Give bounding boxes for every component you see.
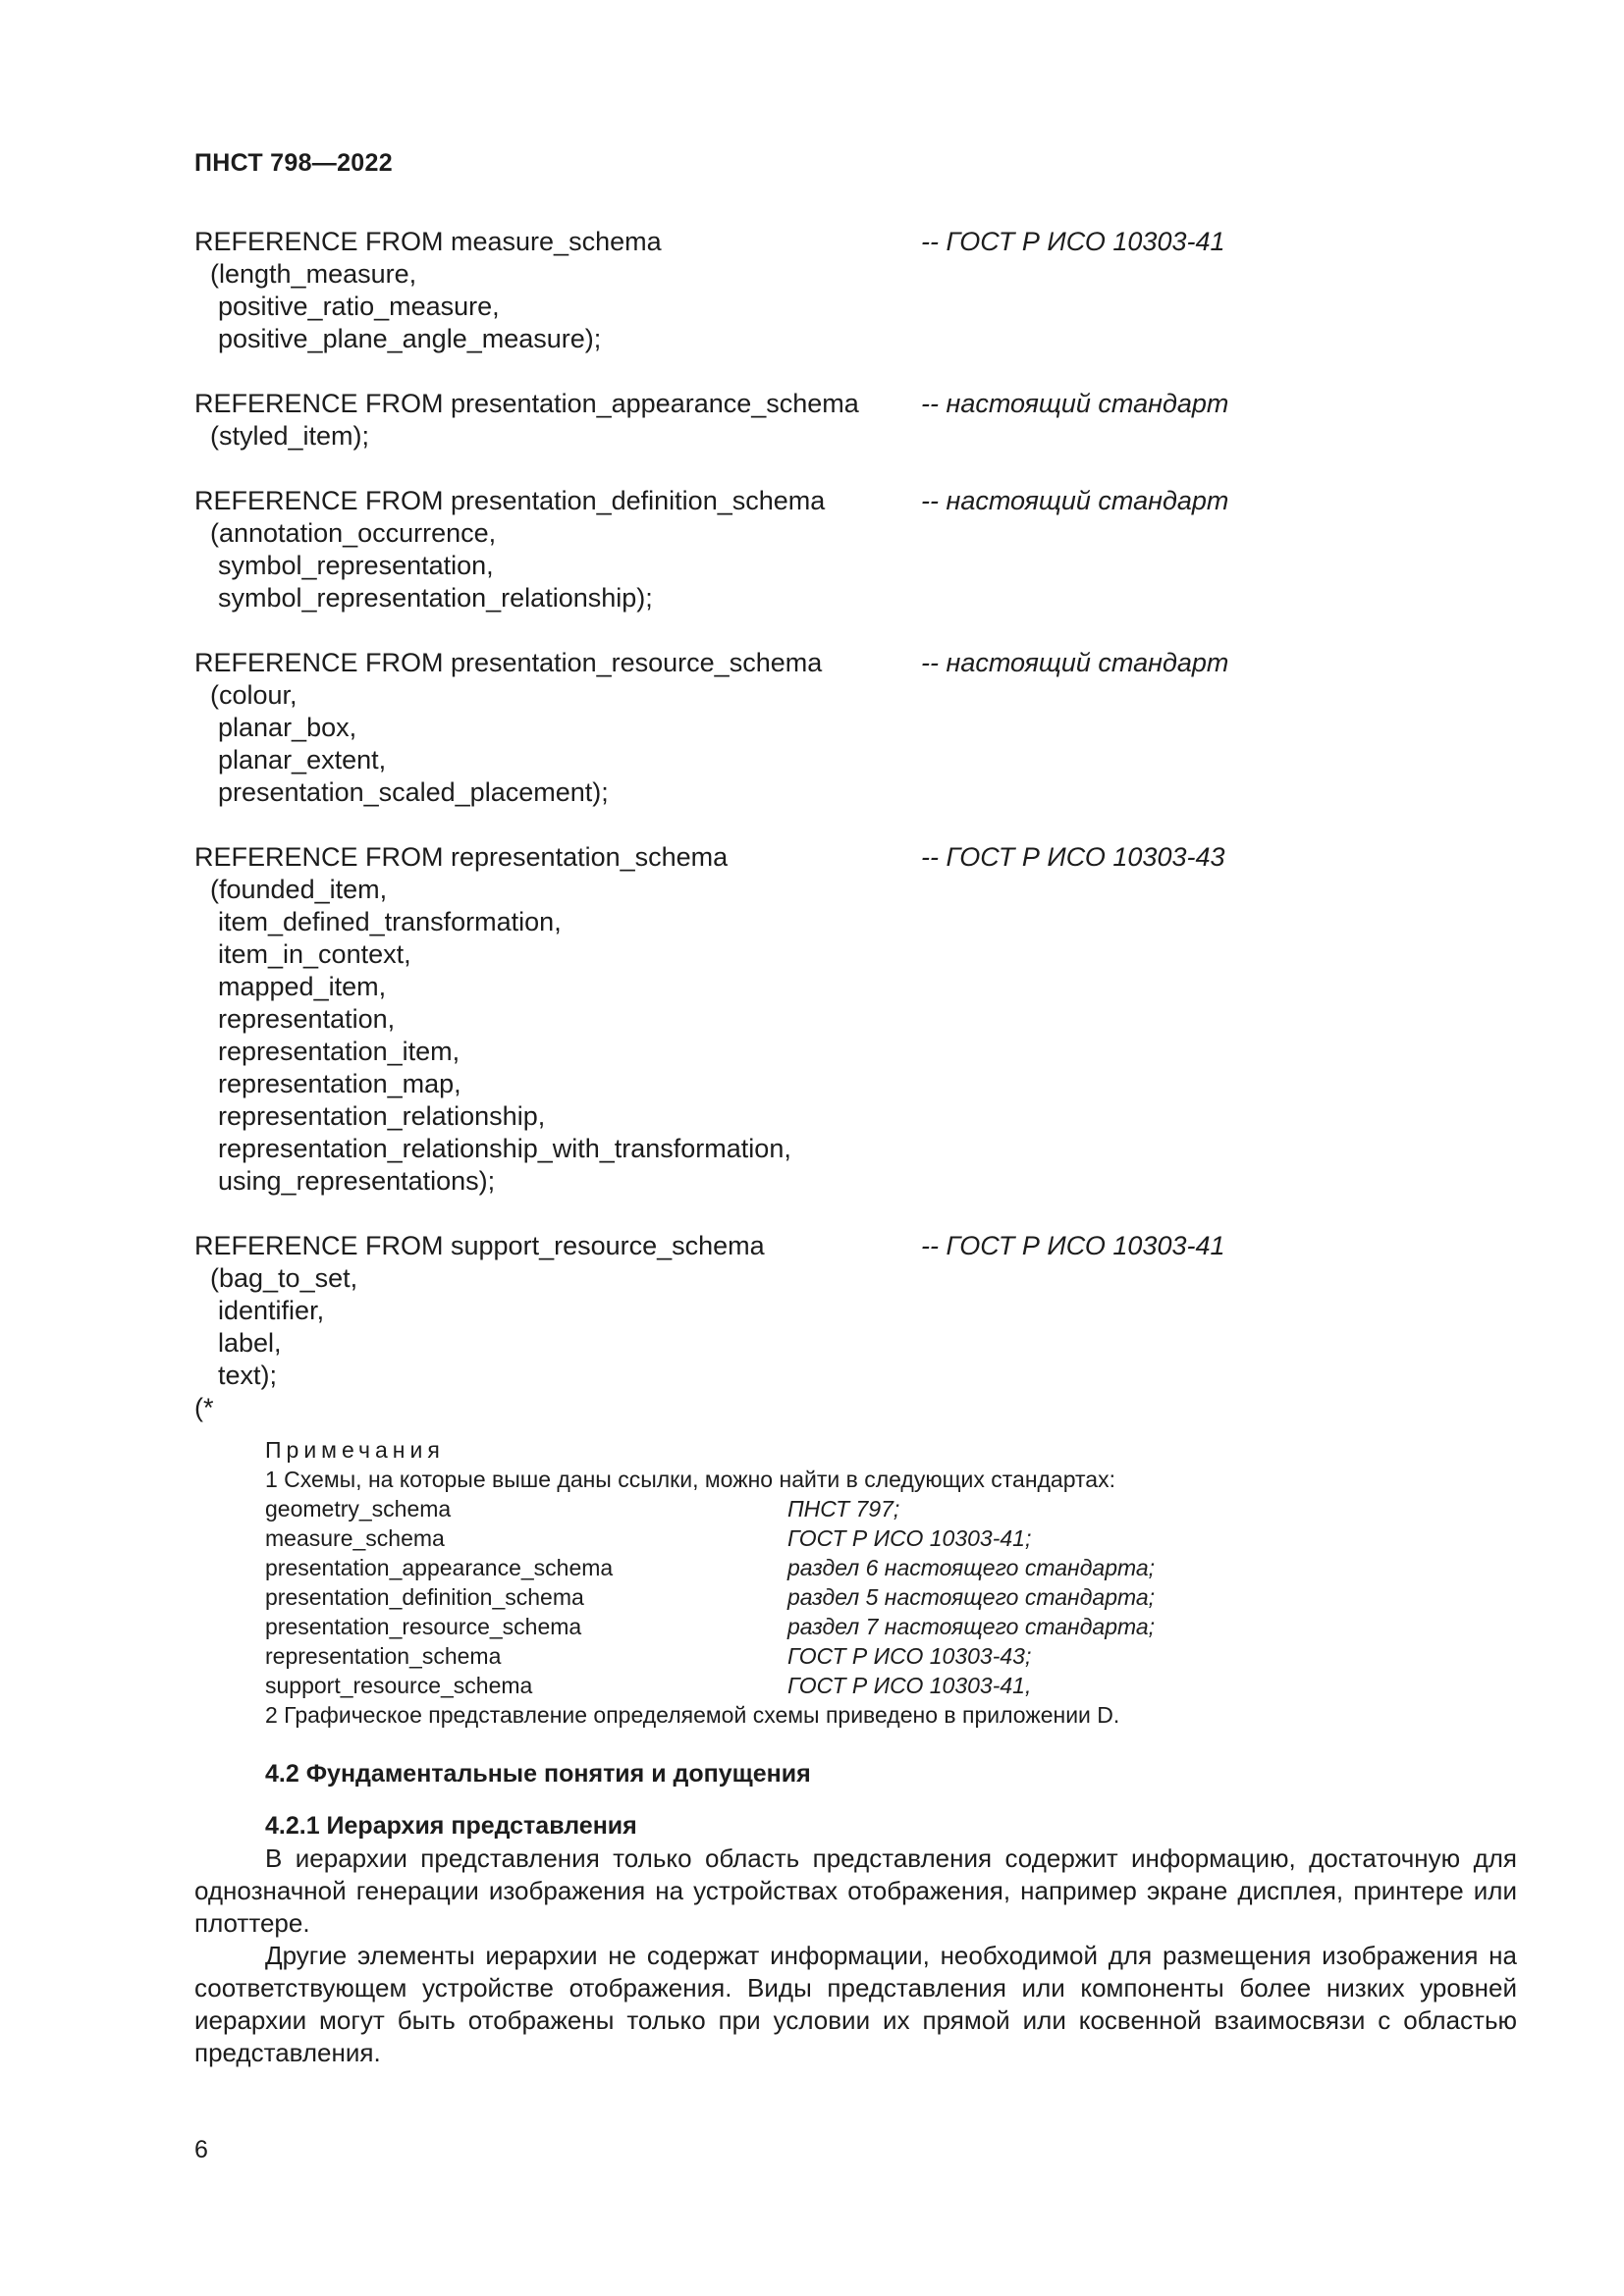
note-schema-row	[265, 1553, 1247, 1582]
note-schema-ref: ГОСТ Р ИСО 10303-41,	[787, 1673, 1032, 1698]
reference-item: planar_box,	[218, 713, 357, 742]
reference-source: -- настоящий стандарт	[921, 389, 1229, 418]
reference-item: mapped_item,	[218, 972, 387, 1001]
reference-statement: REFERENCE FROM presentation_appearance_schema	[194, 389, 859, 418]
reference-block	[194, 226, 1373, 355]
reference-item: (colour,	[210, 680, 298, 710]
note-2: 2 Графическое представление определяемой схемы приведено в приложении D.	[265, 1702, 1120, 1728]
document-header: ПНСТ 798—2022	[194, 149, 393, 177]
note-schema-row	[265, 1494, 1247, 1523]
reference-item: (bag_to_set,	[210, 1263, 358, 1293]
reference-source: -- ГОСТ Р ИСО 10303-41	[921, 227, 1225, 256]
notes-title: Примечания	[265, 1437, 445, 1463]
reference-source: -- ГОСТ Р ИСО 10303-41	[921, 1231, 1225, 1260]
note-schema-ref: раздел 7 настоящего стандарта;	[787, 1614, 1156, 1639]
body-paragraph: Другие элементы иерархии не содержат информации, необходимой для размещения изображения на соответствующем устройстве отображения. Виды представления или компоненты более низких уровней иерархии могут быть отображены только при условии их прямой или косвенной взаимосвязи с областью представления.	[194, 1941, 1517, 2067]
note-schema-row	[265, 1523, 1247, 1553]
note-schema-ref: раздел 6 настоящего стандарта;	[787, 1555, 1156, 1580]
reference-item: (founded_item,	[210, 875, 388, 904]
note-schema-name: representation_schema	[265, 1643, 502, 1669]
reference-item: positive_plane_angle_measure);	[218, 324, 602, 353]
note-schema-row	[265, 1641, 1247, 1671]
reference-item: (annotation_occurrence,	[210, 518, 497, 548]
note-schema-name: geometry_schema	[265, 1496, 452, 1522]
page-number: 6	[194, 2136, 208, 2163]
reference-item: symbol_representation_relationship);	[218, 583, 653, 613]
reference-item: item_in_context,	[218, 939, 411, 969]
notes-block	[265, 1435, 1247, 1730]
reference-item: (length_measure,	[210, 259, 417, 289]
body-paragraph: В иерархии представления только область представления содержит информацию, достаточную для однозначной генерации изображения на устройствах отображения, например экране дисплея, принтере или плоттере.	[194, 1843, 1517, 1938]
note-schema-row	[265, 1612, 1247, 1641]
reference-block	[194, 841, 1373, 1198]
subsection-heading: 4.2.1 Иерархия представления	[265, 1812, 637, 1840]
note-schema-ref: ГОСТ Р ИСО 10303-41;	[787, 1525, 1032, 1551]
reference-source: -- настоящий стандарт	[921, 486, 1229, 515]
reference-block	[194, 485, 1373, 614]
reference-block	[194, 1230, 1373, 1392]
reference-source: -- ГОСТ Р ИСО 10303-43	[921, 842, 1225, 872]
note-schema-row	[265, 1582, 1247, 1612]
reference-statement: REFERENCE FROM representation_schema	[194, 842, 729, 872]
note-schema-name: measure_schema	[265, 1525, 445, 1551]
reference-item: (styled_item);	[210, 421, 370, 451]
reference-item: text);	[218, 1361, 278, 1390]
note-1: 1 Схемы, на которые выше даны ссылки, можно найти в следующих стандартах:	[265, 1467, 1115, 1492]
note-schema-ref: раздел 5 настоящего стандарта;	[787, 1584, 1156, 1610]
reference-item: using_representations);	[218, 1166, 496, 1196]
reference-statement: REFERENCE FROM support_resource_schema	[194, 1231, 765, 1260]
reference-item: presentation_scaled_placement);	[218, 777, 609, 807]
reference-item: representation_relationship_with_transformation,	[218, 1134, 791, 1163]
note-schema-row	[265, 1671, 1247, 1700]
reference-item: symbol_representation,	[218, 551, 494, 580]
comment-open: (*	[194, 1393, 214, 1422]
reference-source: -- настоящий стандарт	[921, 648, 1229, 677]
reference-list	[194, 226, 1373, 1424]
reference-item: representation,	[218, 1004, 396, 1034]
section-heading: 4.2 Фундаментальные понятия и допущения	[265, 1760, 811, 1788]
reference-item: positive_ratio_measure,	[218, 292, 500, 321]
note-schema-name: support_resource_schema	[265, 1673, 533, 1698]
reference-item: label,	[218, 1328, 282, 1358]
reference-item: item_defined_transformation,	[218, 907, 562, 936]
note-schema-name: presentation_definition_schema	[265, 1584, 584, 1610]
note-schema-name: presentation_resource_schema	[265, 1614, 582, 1639]
reference-statement: REFERENCE FROM presentation_resource_schema	[194, 648, 823, 677]
reference-block	[194, 647, 1373, 809]
reference-item: representation_relationship,	[218, 1101, 546, 1131]
note-schema-name: presentation_appearance_schema	[265, 1555, 614, 1580]
reference-item: representation_map,	[218, 1069, 461, 1098]
reference-item: representation_item,	[218, 1037, 460, 1066]
reference-item: planar_extent,	[218, 745, 387, 774]
note-schema-ref: ГОСТ Р ИСО 10303-43;	[787, 1643, 1032, 1669]
reference-statement: REFERENCE FROM measure_schema	[194, 227, 662, 256]
reference-item: identifier,	[218, 1296, 325, 1325]
note-schema-ref: ПНСТ 797;	[787, 1496, 900, 1522]
reference-block	[194, 388, 1373, 453]
reference-statement: REFERENCE FROM presentation_definition_schema	[194, 486, 826, 515]
